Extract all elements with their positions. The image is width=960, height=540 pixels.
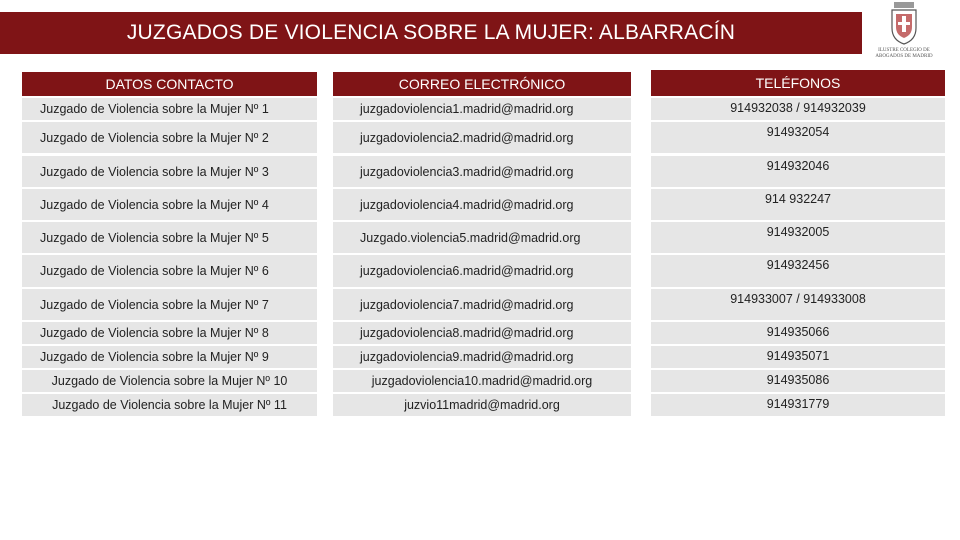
phone-cell: 914932054 <box>651 122 945 153</box>
phone-cell: 914 932247 <box>651 189 945 220</box>
email-cell: juzgadoviolencia3.madrid@madrid.org <box>333 156 631 187</box>
column-header: DATOS CONTACTO <box>22 72 317 96</box>
phone-cell: 914931779 <box>651 394 945 416</box>
email-cell: juzgadoviolencia4.madrid@madrid.org <box>333 189 631 220</box>
court-name-cell: Juzgado de Violencia sobre la Mujer Nº 10 <box>22 370 317 392</box>
court-name-cell: Juzgado de Violencia sobre la Mujer Nº 4 <box>22 189 317 220</box>
email-cell: juzgadoviolencia8.madrid@madrid.org <box>333 322 631 344</box>
phone-cell: 914933007 / 914933008 <box>651 289 945 320</box>
phone-cell: 914935066 <box>651 322 945 344</box>
court-name-cell: Juzgado de Violencia sobre la Mujer Nº 1 <box>22 98 317 120</box>
column-header: TELÉFONOS <box>651 70 945 96</box>
court-name-cell: Juzgado de Violencia sobre la Mujer Nº 11 <box>22 394 317 416</box>
court-name-cell: Juzgado de Violencia sobre la Mujer Nº 2 <box>22 122 317 153</box>
page-title: JUZGADOS DE VIOLENCIA SOBRE LA MUJER: ALBARRACÍN <box>0 12 862 54</box>
crest-icon <box>868 0 940 48</box>
court-name-cell: Juzgado de Violencia sobre la Mujer Nº 7 <box>22 289 317 320</box>
phone-cell: 914932005 <box>651 222 945 253</box>
phone-cell: 914932038 / 914932039 <box>651 98 945 120</box>
email-cell: Juzgado.violencia5.madrid@madrid.org <box>333 222 631 253</box>
phone-cell: 914935086 <box>651 370 945 392</box>
phone-cell: 914932456 <box>651 255 945 287</box>
email-cell: juzgadoviolencia7.madrid@madrid.org <box>333 289 631 320</box>
email-cell: juzgadoviolencia6.madrid@madrid.org <box>333 255 631 287</box>
phone-cell: 914935071 <box>651 346 945 368</box>
email-cell: juzgadoviolencia1.madrid@madrid.org <box>333 98 631 120</box>
court-name-cell: Juzgado de Violencia sobre la Mujer Nº 6 <box>22 255 317 287</box>
email-cell: juzvio11madrid@madrid.org <box>333 394 631 416</box>
phone-cell: 914932046 <box>651 156 945 187</box>
email-cell: juzgadoviolencia2.madrid@madrid.org <box>333 122 631 153</box>
court-name-cell: Juzgado de Violencia sobre la Mujer Nº 3 <box>22 156 317 187</box>
email-cell: juzgadoviolencia9.madrid@madrid.org <box>333 346 631 368</box>
crest-text: ILUSTRE COLEGIO DE ABOGADOS DE MADRID <box>875 48 933 59</box>
court-name-cell: Juzgado de Violencia sobre la Mujer Nº 5 <box>22 222 317 253</box>
column-header: CORREO ELECTRÓNICO <box>333 72 631 96</box>
court-name-cell: Juzgado de Violencia sobre la Mujer Nº 9 <box>22 346 317 368</box>
crest-logo <box>868 0 940 70</box>
court-name-cell: Juzgado de Violencia sobre la Mujer Nº 8 <box>22 322 317 344</box>
email-cell: juzgadoviolencia10.madrid@madrid.org <box>333 370 631 392</box>
